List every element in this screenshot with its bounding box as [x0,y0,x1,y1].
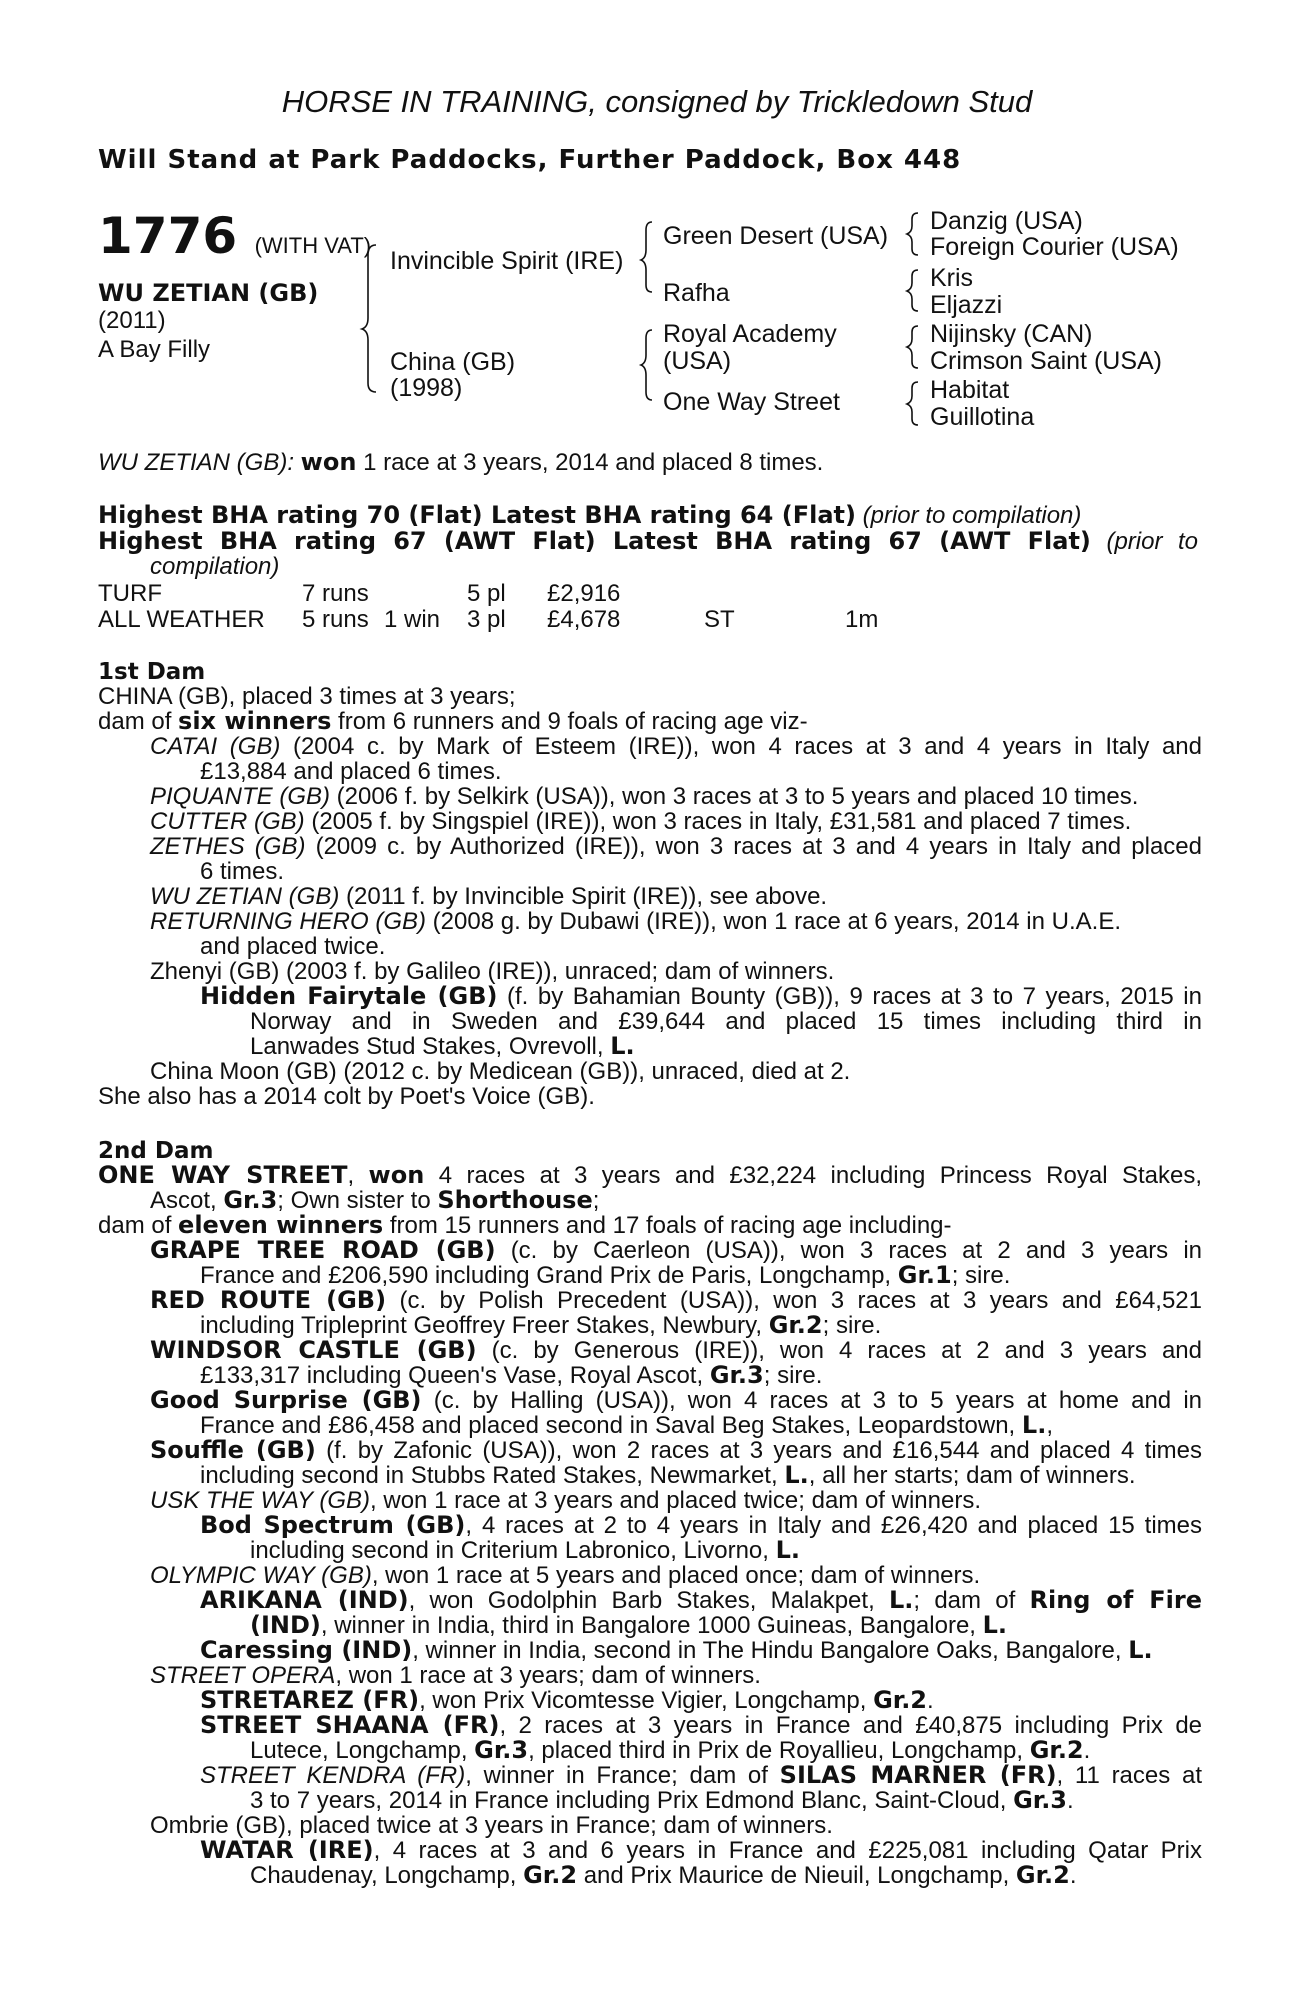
progeny-hidden-fairytale-end: Lanwades Stud Stakes, Ovrevoll, L. [250,1032,635,1060]
progeny-watar: WATAR (IRE), 4 races at 3 and 6 years in France and £225,081 including Qatar Prix [200,1836,1203,1864]
progeny-grape-tree-road-cont: France and £206,590 including Grand Prix de Paris, Longchamp, Gr.1; sire. [200,1261,1011,1289]
lot-number-value: 1776 [98,207,238,265]
record-aw-distance: 1m [845,606,879,633]
rating-flat: Highest BHA rating 70 (Flat) Latest BHA rating 64 (Flat) (prior to compilation) [98,501,1082,529]
progeny-ombrie: Ombrie (GB), placed twice at 3 years in France; dam of winners. [150,1812,833,1839]
progeny-zethes: ZETHES (GB) (2009 c. by Authorized (IRE)), won 3 races at 3 and 4 years in Italy and placed [150,833,1202,860]
horse-name: WU ZETIAN (GB) [98,279,319,307]
pedigree-dam: China (GB) [390,348,516,376]
pedigree-dsd: Crimson Saint (USA) [930,347,1162,375]
progeny-red-route-cont: including Tripleprint Geoffrey Freer Stakes, Newbury, Gr.2; sire. [200,1311,882,1339]
rating-awt: Highest BHA rating 67 (AWT Flat) Latest BHA rating 67 (AWT Flat) (prior to [98,527,1199,555]
progeny-windsor-castle: WINDSOR CASTLE (GB) (c. by Generous (IRE)), won 4 races at 2 and 3 years and [150,1336,1202,1364]
progeny-street-opera: STREET OPERA, won 1 race at 3 years; dam of winners. [150,1662,761,1689]
progeny-watar-cont: Chaudenay, Longchamp, Gr.2 and Prix Maurice de Nieuil, Longchamp, Gr.2. [250,1861,1077,1889]
progeny-good-surprise-cont: France and £86,458 and placed second in Saval Beg Stakes, Leopardstown, L., [200,1411,1053,1439]
pedigree-dam-sire: Royal Academy [663,320,837,348]
progeny-hidden-fairytale: Hidden Fairytale (GB) (f. by Bahamian Bounty (GB)), 9 races at 3 to 7 years, 2015 in [200,982,1202,1010]
record-turf-label: TURF [98,580,162,607]
record-aw-runs: 5 runs [302,606,369,633]
stand-location: Will Stand at Park Paddocks, Further Paddock, Box 448 [98,145,962,175]
progeny-catai-cont: £13,884 and placed 6 times. [200,758,502,785]
progeny-red-route: RED ROUTE (GB) (c. by Polish Precedent (USA)), won 3 races at 3 years and £64,521 [150,1286,1203,1314]
pedigree-dam-year: (1998) [390,374,463,402]
pedigree-sire-sire: Green Desert (USA) [663,222,889,250]
progeny-usk-the-way: USK THE WAY (GB), won 1 race at 3 years and placed twice; dam of winners. [150,1487,982,1514]
pedigree-ssd: Foreign Courier (USA) [930,233,1179,261]
pedigree-sss: Danzig (USA) [930,207,1083,235]
progeny-piquante: PIQUANTE (GB) (2006 f. by Selkirk (USA)), won 3 races at 3 to 5 years and placed 10 times. [150,783,1139,810]
record-aw-label: ALL WEATHER [98,606,265,633]
progeny-souffle: Souffle (GB) (f. by Zafonic (USA)), won 2 races at 3 years and £16,544 and placed 4 times [150,1436,1202,1464]
second-dam-produce: dam of eleven winners from 15 runners and 17 foals of racing age including- [98,1211,952,1239]
progeny-bod-spectrum: Bod Spectrum (GB), 4 races at 2 to 4 years in Italy and £26,420 and placed 15 times [200,1511,1202,1539]
horse-description: A Bay Filly [98,336,211,363]
record-aw-placed: 3 pl [467,606,506,633]
progeny-olympic-way: OLYMPIC WAY (GB), won 1 race at 5 years and placed once; dam of winners. [150,1562,981,1589]
race-summary: WU ZETIAN (GB): won 1 race at 3 years, 2014 and placed 8 times. [98,448,824,476]
record-aw-going: ST [704,606,735,633]
pedigree-dam-dam: One Way Street [663,388,840,416]
progeny-zethes-cont: 6 times. [200,858,285,885]
progeny-stretarez: STRETAREZ (FR), won Prix Vicomtesse Vigier, Longchamp, Gr.2. [200,1686,934,1714]
rating-awt-note: compilation) [150,553,280,580]
second-dam-line-cont: Ascot, Gr.3; Own sister to Shorthouse; [150,1186,600,1214]
first-dam-produce: dam of six winners from 6 runners and 9 foals of racing age viz- [98,707,808,735]
pedigree-sire: Invincible Spirit (IRE) [390,247,624,275]
progeny-china-moon: China Moon (GB) (2012 c. by Medicean (GB)), unraced, died at 2. [150,1058,851,1085]
record-turf-runs: 7 runs [302,580,369,607]
pedigree-dam-sire-country: (USA) [663,347,732,375]
progeny-arikana-cont: (IND), winner in India, third in Bangalore 1000 Guineas, Bangalore, L. [250,1611,1008,1639]
record-turf-placed: 5 pl [467,580,506,607]
progeny-good-surprise: Good Surprise (GB) (c. by Halling (USA)), won 4 races at 3 to 5 years at home and in [150,1386,1202,1414]
progeny-catai: CATAI (GB) (2004 c. by Mark of Esteem (IRE)), won 4 races at 3 and 4 years in Italy and [150,733,1202,760]
progeny-grape-tree-road: GRAPE TREE ROAD (GB) (c. by Caerleon (USA)), won 3 races at 2 and 3 years in [150,1236,1203,1264]
horse-year: (2011) [98,307,166,334]
progeny-wu-zetian: WU ZETIAN (GB) (2011 f. by Invincible Spirit (IRE)), see above. [150,883,828,910]
pedigree-dss: Nijinsky (CAN) [930,320,1093,348]
progeny-street-shaana: STREET SHAANA (FR), 2 races at 3 years in France and £40,875 including Prix de [200,1711,1203,1739]
first-dam-heading: 1st Dam [98,659,206,685]
progeny-hidden-fairytale-cont: Norway and in Sweden and £39,644 and placed 15 times including third in [250,1008,1202,1035]
progeny-arikana: ARIKANA (IND), won Godolphin Barb Stakes, Malakpet, L.; dam of Ring of Fire [200,1586,1203,1614]
progeny-zhenyi: Zhenyi (GB) (2003 f. by Galileo (IRE)), unraced; dam of winners. [150,958,835,985]
pedigree-ddd: Guillotina [930,403,1035,431]
progeny-caressing: Caressing (IND), winner in India, second in The Hindu Bangalore Oaks, Bangalore, L. [200,1636,1153,1664]
progeny-windsor-castle-cont: £133,317 including Queen's Vase, Royal Ascot, Gr.3; sire. [200,1361,823,1389]
record-aw-prize: £4,678 [547,606,621,633]
pedigree-sdd: Eljazzi [930,291,1003,319]
progeny-street-kendra: STREET KENDRA (FR), winner in France; dam of SILAS MARNER (FR), 11 races at [200,1761,1202,1789]
progeny-souffle-cont: including second in Stubbs Rated Stakes, Newmarket, L., all her starts; dam of winners. [200,1461,1136,1489]
vat-note: (WITH VAT) [254,233,372,258]
progeny-returning-hero: RETURNING HERO (GB) (2008 g. by Dubawi (IRE)), won 1 race at 6 years, 2014 in U.A.E. [150,908,1121,935]
progeny-returning-hero-cont: and placed twice. [200,933,386,960]
second-dam-line: ONE WAY STREET, won 4 races at 3 years and £32,224 including Princess Royal Stakes, [98,1161,1202,1189]
progeny-cutter: CUTTER (GB) (2005 f. by Singspiel (IRE)), won 3 races in Italy, £31,581 and placed 7 times. [150,808,1132,835]
progeny-bod-spectrum-cont: including second in Criterium Labronico, Livorno, L. [250,1536,801,1564]
first-dam-line: CHINA (GB), placed 3 times at 3 years; [98,683,516,710]
progeny-street-shaana-cont: Lutece, Longchamp, Gr.3, placed third in Prix de Royallieu, Longchamp, Gr.2. [250,1736,1091,1764]
pedigree-sire-dam: Rafha [663,279,730,307]
progeny-street-kendra-cont: 3 to 7 years, 2014 in France including Prix Edmond Blanc, Saint-Cloud, Gr.3. [250,1786,1074,1814]
progeny-colt: She also has a 2014 colt by Poet's Voice (GB). [98,1083,595,1110]
pedigree-dds: Habitat [930,376,1010,404]
record-aw-wins: 1 win [384,606,441,633]
pedigree-sds: Kris [930,264,974,292]
second-dam-heading: 2nd Dam [98,1138,214,1164]
record-turf-prize: £2,916 [547,580,621,607]
consignment-line: HORSE IN TRAINING, consigned by Trickledown Stud [281,84,1033,119]
